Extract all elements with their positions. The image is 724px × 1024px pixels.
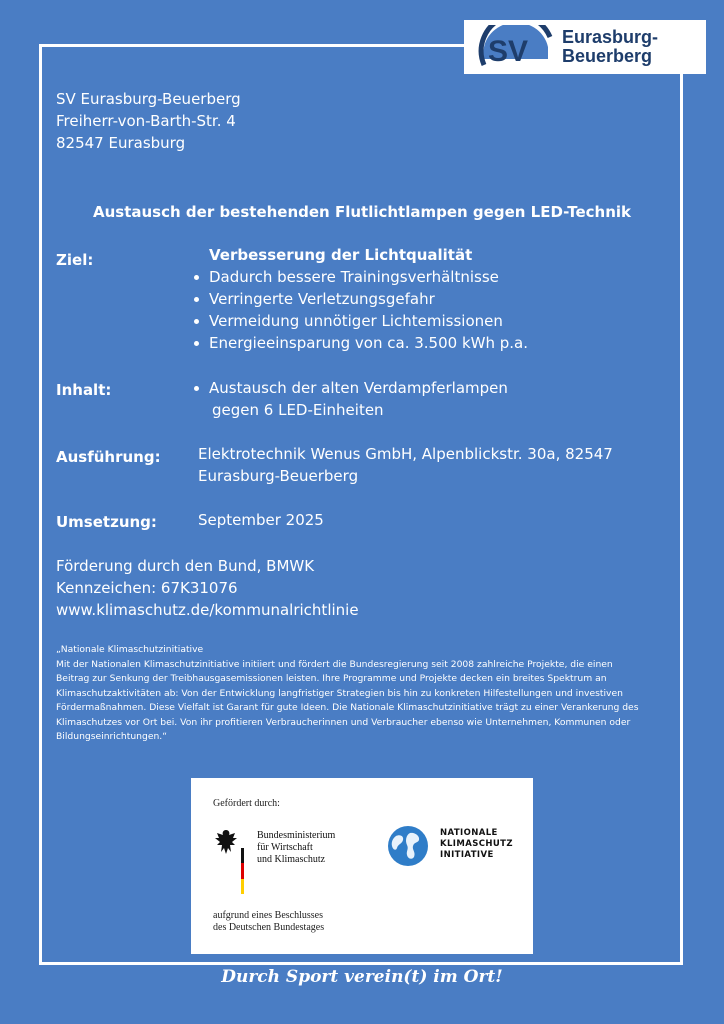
nki-line: NATIONALE bbox=[440, 828, 498, 838]
inhalt-line2: gegen 6 LED-Einheiten bbox=[212, 401, 384, 419]
page-title: Austausch der bestehenden Flutlichtlampen gegen LED-Technik bbox=[93, 203, 631, 221]
funding-line1: Förderung durch den Bund, BMWK bbox=[56, 557, 315, 575]
slogan: Durch Sport verein(t) im Ort! bbox=[221, 967, 503, 987]
sv-logo-mark bbox=[478, 25, 554, 69]
nki-quote bbox=[56, 643, 646, 745]
ministry-line: für Wirtschaft bbox=[257, 842, 313, 853]
nki-line: KLIMASCHUTZ bbox=[440, 839, 513, 849]
bundestag-line: des Deutschen Bundestages bbox=[213, 922, 325, 933]
federal-eagle-icon bbox=[213, 828, 239, 861]
club-address bbox=[56, 88, 241, 154]
ziel-bullet: Vermeidung unnötiger Lichtemissionen bbox=[209, 310, 528, 332]
umsetzung-value: September 2025 bbox=[198, 511, 324, 529]
inhalt-content bbox=[209, 377, 508, 421]
ausfuehrung-label: Ausführung: bbox=[56, 448, 161, 466]
funding-url: www.klimaschutz.de/kommunalrichtlinie bbox=[56, 601, 359, 619]
ziel-bullet: Verringerte Verletzungsgefahr bbox=[209, 288, 528, 310]
nki-line: INITIATIVE bbox=[440, 850, 494, 860]
inhalt-label: Inhalt: bbox=[56, 381, 112, 399]
nki-wordmark bbox=[440, 828, 513, 861]
inhalt-bullet: Austausch der alten Verdampferlampen bbox=[209, 379, 508, 397]
ziel-label: Ziel: bbox=[56, 251, 94, 269]
address-line1: SV Eurasburg-Beuerberg bbox=[56, 90, 241, 108]
address-line3: 82547 Eurasburg bbox=[56, 134, 186, 152]
address-line2: Freiherr-von-Barth-Str. 4 bbox=[56, 112, 236, 130]
ziel-bullet: Energieeinsparung von ca. 3.500 kWh p.a. bbox=[209, 334, 528, 352]
quote-body: Mit der Nationalen Klimaschutzinitiative initiiert und fördert die Bundesregierung seit 2008 zahlreiche Projekte, die einen Beitrag zur Senkung der Treibhausgasemissionen leisten. Ihre Programme und Projekte decken ein breites Spektrum an Klimaschutzaktivitäten ab: Von der Entwicklung langfristiger Strategien bis hin zu konkreten Hilfestellungen und investiven Fördermaßnahmen. Diese Vielfalt ist Garant für gute Ideen. Die Nationale Klimaschutzinitiative trägt zu einer Verankerung des Klimaschutzes vor Ort bei. Von ihr profitieren Verbraucherinnen und Verbraucher ebenso wie Unternehmen, Kommunen oder Bildungseinrichtungen.“ bbox=[56, 658, 639, 742]
logo-wordmark bbox=[562, 28, 658, 66]
ziel-bullet: Dadurch bessere Trainingsverhältnisse bbox=[209, 266, 528, 288]
funding-line2: Kennzeichen: 67K31076 bbox=[56, 579, 238, 597]
ministry-line: Bundesministerium bbox=[257, 830, 336, 841]
ausfuehrung-line1: Elektrotechnik Wenus GmbH, Alpenblickstr. 30a, 82547 bbox=[198, 445, 613, 463]
quote-title: „Nationale Klimaschutzinitiative bbox=[56, 644, 204, 655]
ziel-heading: Verbesserung der Lichtqualität bbox=[209, 246, 473, 264]
sponsor-heading: Gefördert durch: bbox=[213, 798, 280, 809]
bundestag-line: aufgrund eines Beschlusses bbox=[213, 910, 323, 921]
ministry-line: und Klimaschutz bbox=[257, 854, 326, 865]
german-flag-stripe bbox=[241, 848, 244, 894]
umsetzung-label: Umsetzung: bbox=[56, 513, 157, 531]
logo-line2: Beuerberg bbox=[562, 46, 653, 66]
funding-info bbox=[56, 555, 359, 621]
bundestag-note bbox=[213, 910, 324, 934]
club-logo bbox=[464, 20, 706, 74]
logo-line1: Eurasburg- bbox=[562, 27, 659, 47]
ausfuehrung-content bbox=[198, 443, 613, 487]
ausfuehrung-line2: Eurasburg-Beuerberg bbox=[198, 467, 359, 485]
ministry-name bbox=[257, 830, 335, 866]
globe-icon bbox=[386, 824, 430, 873]
sponsor-box bbox=[191, 778, 533, 954]
logo-initials: SV bbox=[488, 35, 529, 68]
ziel-content bbox=[209, 244, 528, 354]
